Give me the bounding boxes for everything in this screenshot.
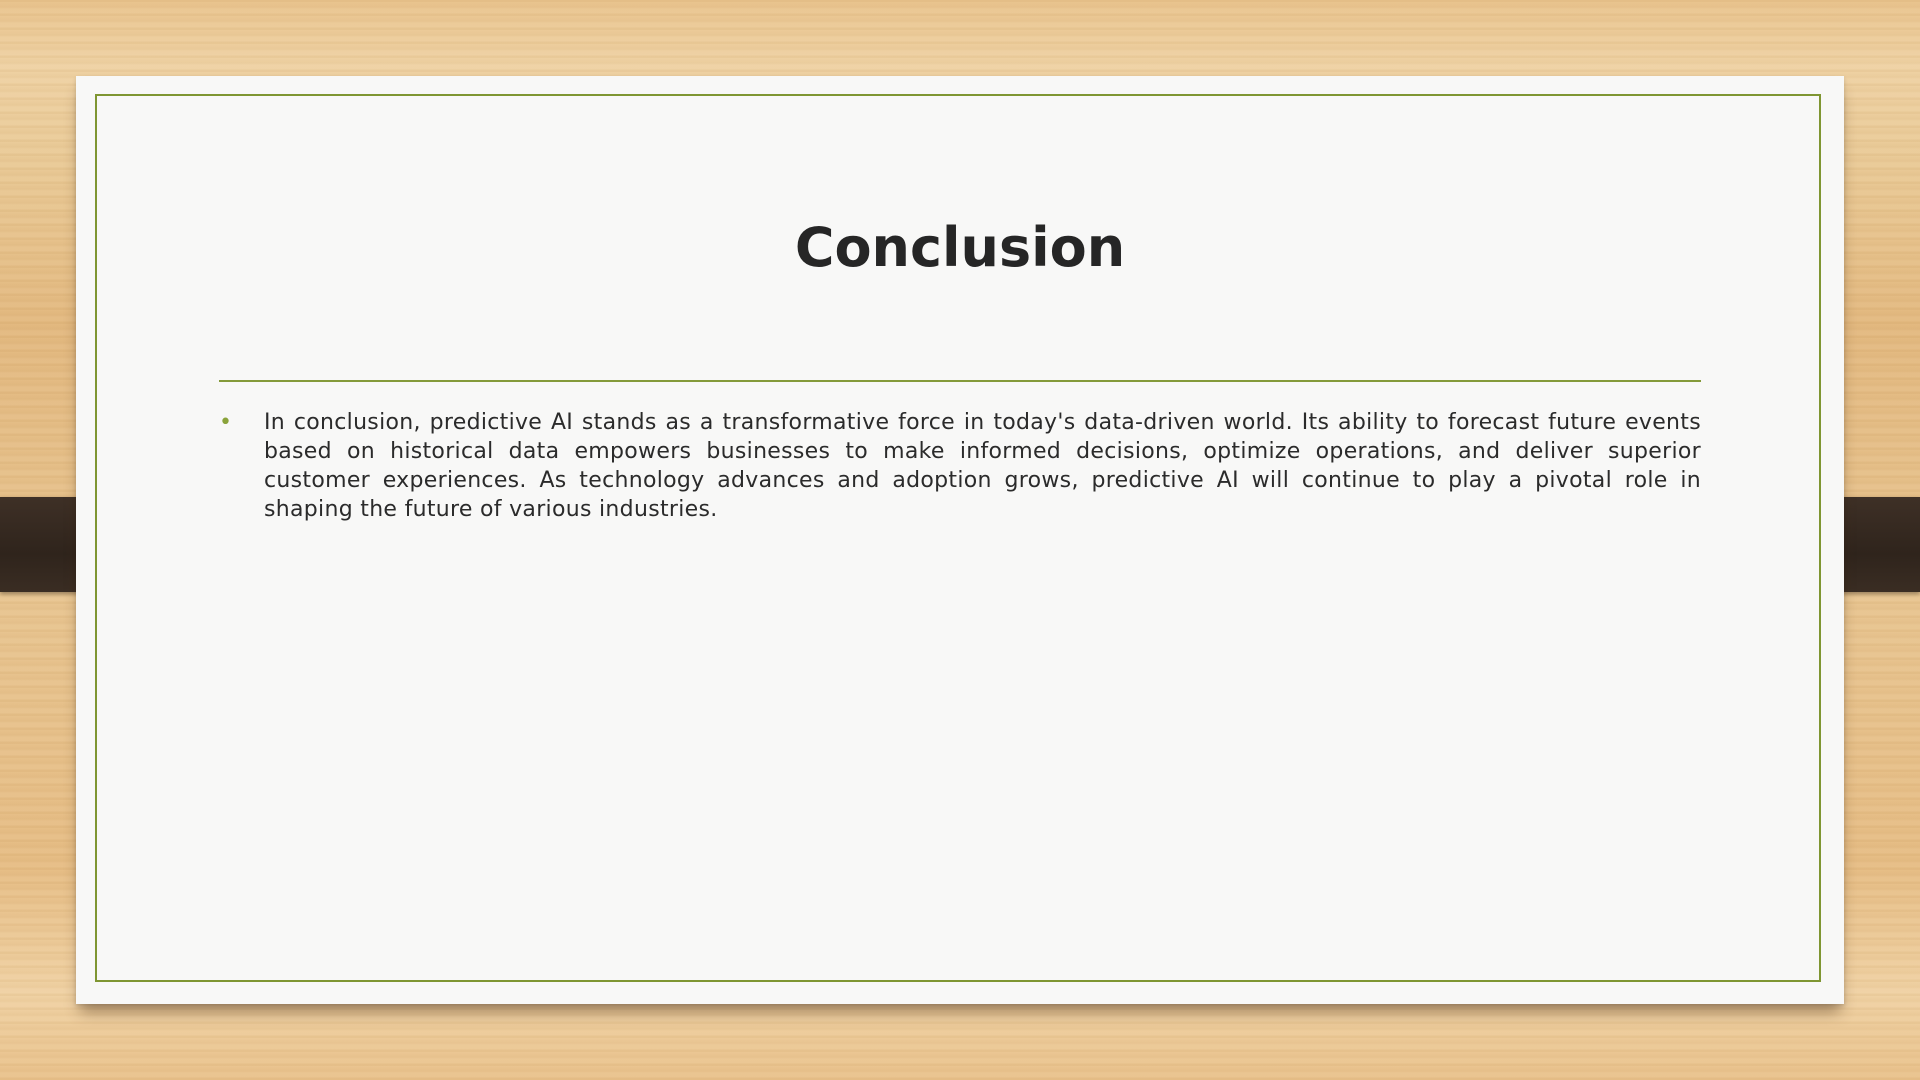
slide-card	[76, 76, 1844, 1004]
bullet-marker: •	[219, 410, 233, 435]
bullet-text: In conclusion, predictive AI stands as a transformative force in today's data-driven world. Its ability to forecast future events based on historical data empowers businesses to make informed decisions, optimize operations, and deliver superior customer experiences. As technology advances and adoption grows, predictive AI will continue to play a pivotal role in shaping the future of various industries.	[264, 410, 1701, 522]
title-divider	[219, 380, 1701, 382]
slide-title: Conclusion	[794, 216, 1126, 279]
bullet-item	[219, 408, 1701, 524]
bullet-list	[219, 408, 1701, 524]
